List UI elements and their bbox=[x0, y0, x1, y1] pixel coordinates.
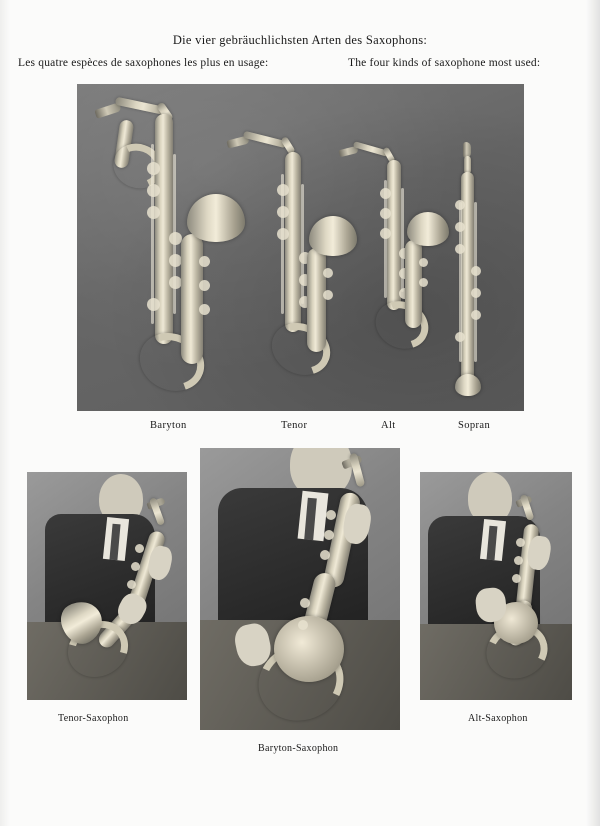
label-sopran: Sopran bbox=[458, 420, 491, 431]
photo-tenor-saxophone-player bbox=[27, 472, 187, 700]
photo-four-saxophones bbox=[77, 84, 524, 411]
photo-alt-saxophone-player bbox=[420, 472, 572, 700]
caption-tenor-saxophon: Tenor-Saxophon bbox=[58, 713, 129, 724]
photo-baryton-saxophone-player bbox=[200, 448, 400, 730]
caption-alt-saxophon: Alt-Saxophon bbox=[468, 713, 528, 724]
caption-baryton-saxophon: Baryton-Saxophon bbox=[258, 743, 339, 754]
label-alt: Alt bbox=[381, 420, 396, 431]
label-tenor: Tenor bbox=[281, 420, 308, 431]
caption-french: Les quatre espèces de saxophones les plus en usage: bbox=[18, 57, 269, 69]
caption-english: The four kinds of saxophone most used: bbox=[348, 57, 541, 69]
page-title: Die vier gebräuchlichsten Arten des Saxophons: bbox=[172, 33, 428, 47]
label-baryton: Baryton bbox=[150, 420, 187, 431]
